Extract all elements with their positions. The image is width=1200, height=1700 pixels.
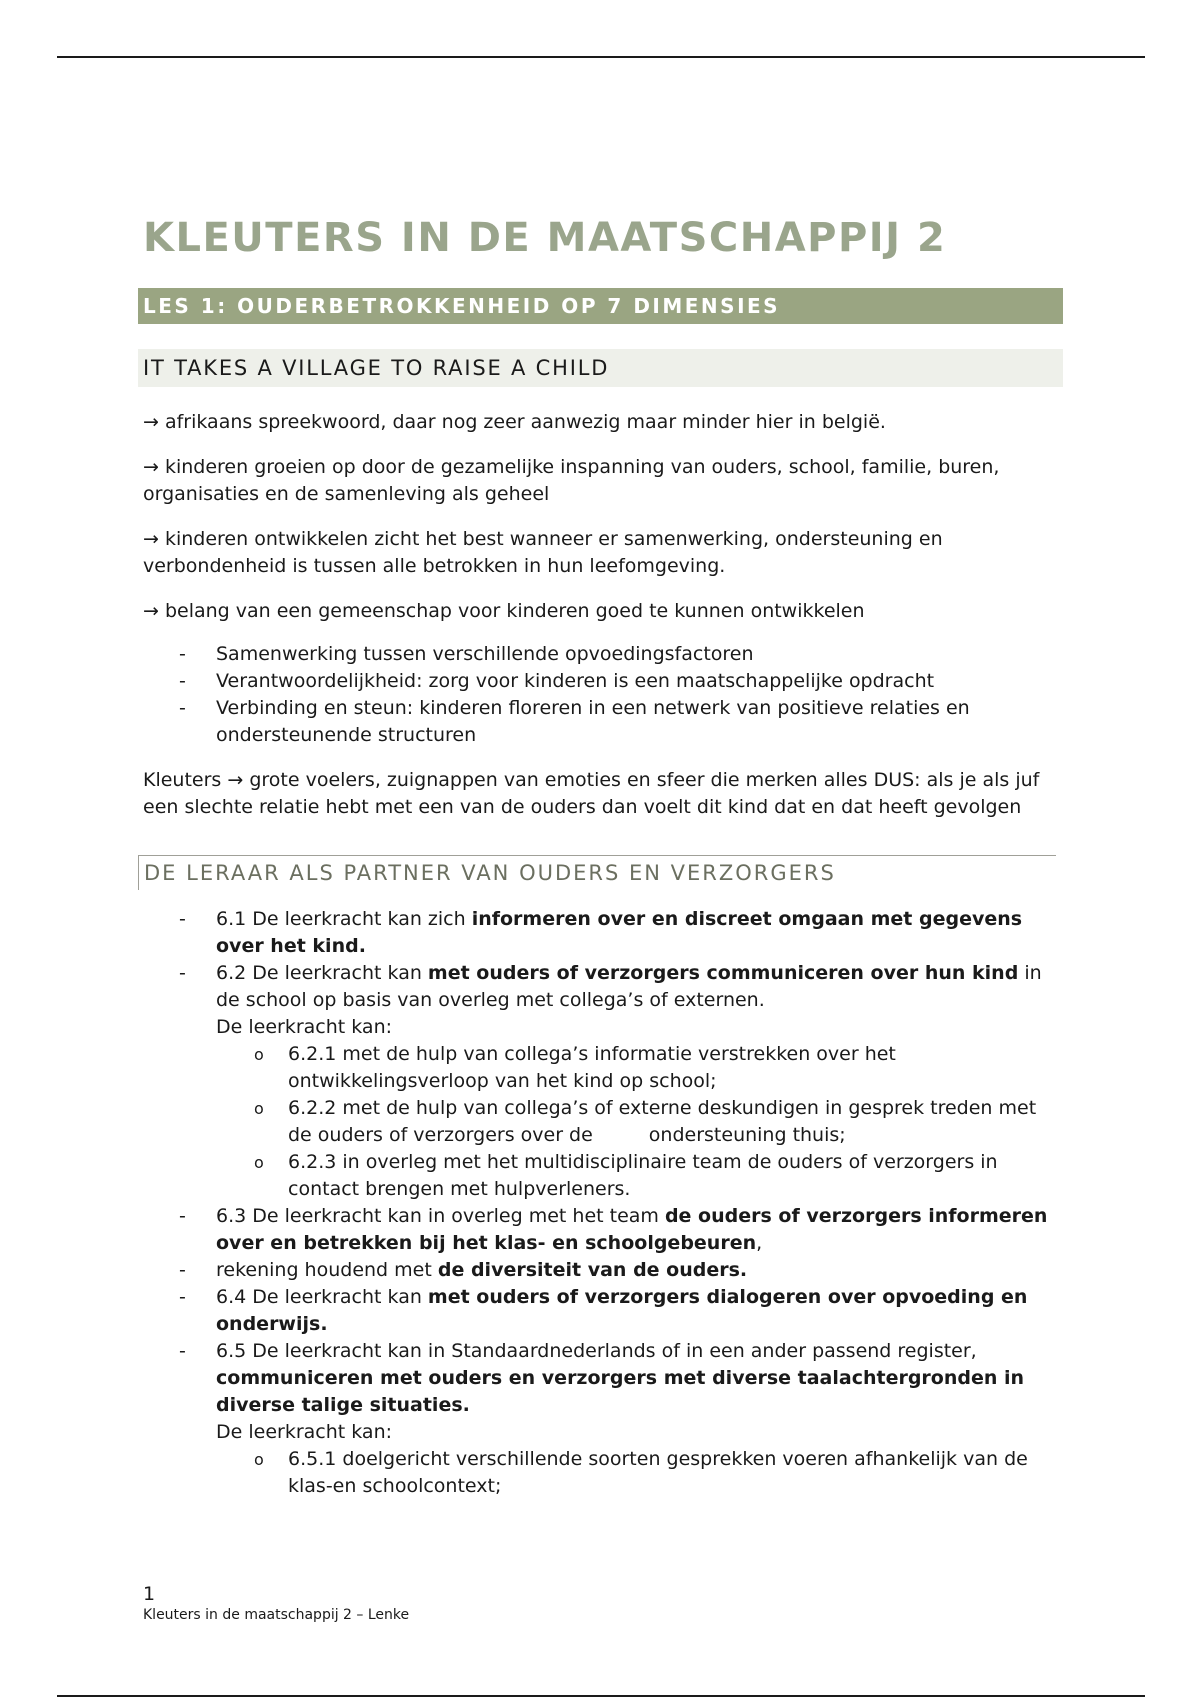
document-title: KLEUTERS IN DE MAATSCHAPPIJ 2 xyxy=(143,215,947,261)
heading-it-takes-a-village: IT TAKES A VILLAGE TO RAISE A CHILD xyxy=(138,349,1063,387)
document-body xyxy=(143,210,1063,1500)
kleuters-paragraph: Kleuters → grote voelers, zuignappen van emoties en sfeer die merken alles DUS: als je als juf een slechte relatie hebt met een van de ouders dan voelt dit kind dat en dat heeft gevolgen xyxy=(143,769,1040,818)
heading-les-1: LES 1: OUDERBETROKKENHEID OP 7 DIMENSIES xyxy=(138,288,1063,324)
page-footer xyxy=(143,1583,409,1625)
competency-6-2: - 6.2 De leerkracht kan met ouders of verzorgers communiceren over hun kind in de school op basis van overleg met collega’s of externen. De leerkracht kan: o 6.2.1 met de hulp van collega’s informatie verstrekken over het ontwikkelingsverloop van het kind op school; o 6.2.2 met de hulp van collega’s of externe deskundigen in gesprek treden met de ouders of verzorgers over de ondersteuning thuis; o 6.2.3 in overleg met het multidisciplinaire team de ouders of verzorgers in contact brengen met hulpverleners. xyxy=(143,960,1063,1203)
sublist-intro: De leerkracht kan: xyxy=(216,1016,393,1038)
page-number: 1 xyxy=(143,1583,156,1605)
bottom-rule xyxy=(57,1695,1145,1697)
paragraph: → kinderen groeien op door de gezamelijke inspanning van ouders, school, familie, buren, organisaties en de samenleving als geheel xyxy=(143,456,1000,505)
competency-6-4: - 6.4 De leerkracht kan met ouders of verzorgers dialogeren over opvoeding en onderwijs. xyxy=(143,1284,1063,1338)
list-item: - Verbinding en steun: kinderen floreren in een netwerk van positieve relaties en ondersteunende structuren xyxy=(143,695,1063,749)
competency-6-2-sublist xyxy=(216,1041,1063,1203)
list-item: - Samenwerking tussen verschillende opvoedingsfactoren xyxy=(143,641,1063,668)
competency-6-2-3: o 6.2.3 in overleg met het multidisciplinaire team de ouders of verzorgers in contact brengen met hulpverleners. xyxy=(216,1149,1063,1203)
competency-6-2-2: o 6.2.2 met de hulp van collega’s of externe deskundigen in gesprek treden met de ouders of verzorgers over de ondersteuning thuis; xyxy=(216,1095,1063,1149)
sublist-intro: De leerkracht kan: xyxy=(216,1421,393,1443)
footer-text: Kleuters in de maatschappij 2 – Lenke xyxy=(143,1607,410,1623)
paragraph: → belang van een gemeenschap voor kinderen goed te kunnen ontwikkelen xyxy=(143,600,865,622)
competency-list xyxy=(143,906,1063,1500)
competency-6-1: - 6.1 De leerkracht kan zich informeren over en discreet omgaan met gegevens over het kind. xyxy=(143,906,1063,960)
competency-6-5: - 6.5 De leerkracht kan in Standaardnederlands of in een ander passend register, communiceren met ouders en verzorgers met diverse taalachtergronden in diverse talige situaties. De leerkracht kan: o 6.5.1 doelgericht verschillende soorten gesprekken voeren afhankelijk van de klas-en schoolcontext; xyxy=(143,1338,1063,1500)
competency-6-3: - 6.3 De leerkracht kan in overleg met het team de ouders of verzorgers informeren over en betrekken bij het klas- en schoolgebeuren, xyxy=(143,1203,1063,1257)
top-rule xyxy=(57,56,1145,58)
competency-6-5-1: o 6.5.1 doelgericht verschillende soorten gesprekken voeren afhankelijk van de klas-en schoolcontext; xyxy=(216,1446,1063,1500)
community-list xyxy=(143,641,1063,749)
competency-6-5-sublist xyxy=(216,1446,1063,1500)
list-item: - Verantwoordelijkheid: zorg voor kinderen is een maatschappelijke opdracht xyxy=(143,668,1063,695)
paragraph: → afrikaans spreekwoord, daar nog zeer aanwezig maar minder hier in belgië. xyxy=(143,411,886,433)
heading-leraar-als-partner: DE LERAAR ALS PARTNER VAN OUDERS EN VERZORGERS xyxy=(138,855,1056,890)
competency-6-2-1: o 6.2.1 met de hulp van collega’s informatie verstrekken over het ontwikkelingsverloop van het kind op school; xyxy=(216,1041,1063,1095)
paragraph: → kinderen ontwikkelen zicht het best wanneer er samenwerking, ondersteuning en verbondenheid is tussen alle betrokken in hun leefomgeving. xyxy=(143,528,943,577)
competency-6-3-diversity: - rekening houdend met de diversiteit van de ouders. xyxy=(143,1257,1063,1284)
